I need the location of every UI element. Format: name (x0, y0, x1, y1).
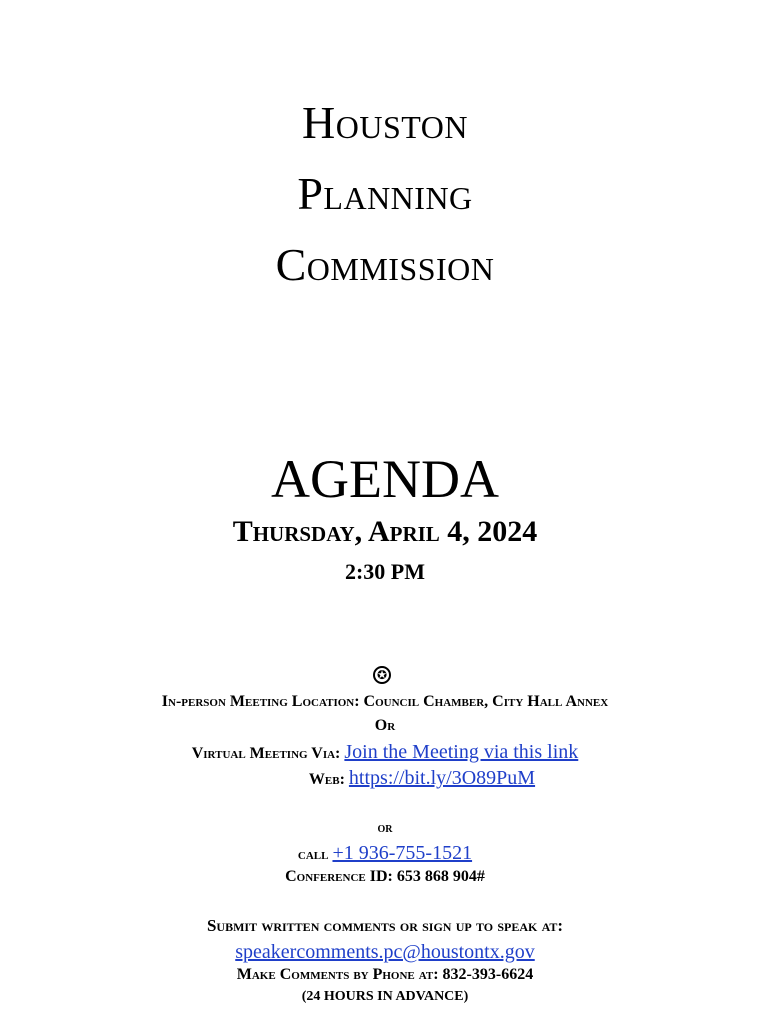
title-line-houston: Houston (302, 97, 468, 148)
web-line (0, 767, 770, 790)
join-meeting-link[interactable]: Join the Meeting via this link (344, 741, 579, 763)
or-separator-1: Or (374, 717, 396, 734)
title-line-commission: Commission (275, 239, 495, 290)
title-line-planning: Planning (297, 168, 473, 219)
virtual-meeting-label: Virtual Meeting Via: (191, 745, 341, 762)
in-person-location: In-person Meeting Location: Council Chamber, City Hall Annex (161, 693, 609, 710)
call-line (0, 842, 770, 865)
submit-comments-text: Submit written comments or sign up to speak at: (206, 916, 564, 935)
comments-phone: Make Comments by Phone at: 832-393-6624 (236, 966, 534, 983)
call-phone-link[interactable]: +1 936-755-1521 (332, 842, 473, 864)
speaker-comments-email-link[interactable]: speakercomments.pc@houstontx.gov (235, 941, 535, 963)
web-label: Web: (308, 771, 345, 788)
or-separator-2: or (377, 821, 393, 836)
meeting-time: 2:30 PM (344, 559, 426, 584)
meeting-date: Thursday, April 4, 2024 (232, 515, 538, 548)
web-link[interactable]: https://bit.ly/3O89PuM (348, 767, 536, 789)
agenda-heading: AGENDA (271, 449, 499, 509)
advance-notice: (24 HOURS IN ADVANCE) (301, 989, 469, 1004)
virtual-meeting-line (0, 741, 770, 764)
call-label: call (297, 846, 329, 863)
email-line (0, 941, 770, 964)
conference-id: Conference ID: 653 868 904# (285, 868, 485, 885)
star-circle-icon: ✪ (373, 666, 391, 684)
